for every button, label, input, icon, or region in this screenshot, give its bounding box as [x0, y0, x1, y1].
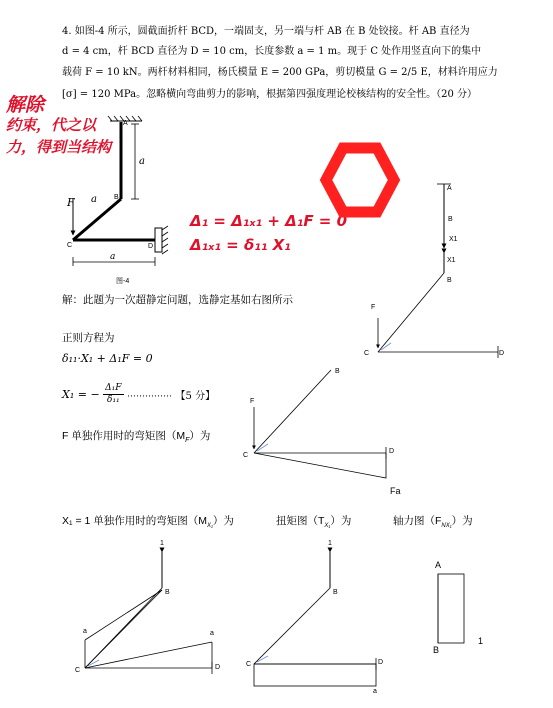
problem-line-4: [σ] = 120 MPa。忽略横向弯曲剪力的影响，根据第四强度理论校核结构的安全性。（20 分） — [62, 89, 478, 100]
axial-text: 轴力图（F — [393, 515, 442, 527]
static-base-label-A: A — [447, 185, 452, 192]
static-base-label-F: F — [371, 304, 376, 311]
fig4-label-a-diagonal: a — [91, 194, 97, 205]
x1-score: 【5 分】 — [175, 391, 216, 402]
torque-sub: X₁ — [324, 523, 331, 530]
tx1-label-B: B — [333, 589, 338, 596]
fig4-label-A: A — [123, 120, 128, 127]
fig4-label-F: F — [67, 196, 75, 209]
mx1-label-1: 1 — [160, 540, 164, 547]
torque-heading — [276, 513, 351, 529]
problem-line-3: 载荷 F = 10 kN。两杆材料相同，杨氏模量 E = 200 GPa，剪切模量 G = 2/5 E，材料许用应力 — [62, 67, 498, 78]
canonical-equation: δ₁₁·X₁ + Δ₁F = 0 — [62, 352, 153, 365]
solution-intro: 解：此题为一次超静定问题，选静定基如右图所示 — [62, 294, 293, 306]
x1-lhs: X₁ = − — [62, 388, 100, 401]
mf-label-Fa: Fa — [390, 486, 401, 496]
mf-label-C: C — [243, 452, 249, 459]
fn-axial-diagram — [438, 574, 464, 643]
x1-leader-dots: …………… — [127, 389, 173, 400]
canonical-equation-label: 正则方程为 — [62, 332, 115, 344]
mx1-label-B: B — [165, 589, 170, 596]
fn-label-1: 1 — [478, 636, 484, 646]
mf-label-B: B — [335, 368, 340, 375]
static-base-label-D: D — [499, 350, 505, 357]
x1-moment-text: X₁ = 1 单独作用时的弯矩图（M — [62, 515, 208, 527]
fig4-label-a-vertical: a — [139, 156, 145, 167]
tx1-torque-diagram — [254, 552, 376, 686]
fig4-caption: 图-4 — [116, 278, 130, 285]
f-moment-sub: F — [185, 437, 190, 445]
mf-label-F: F — [250, 398, 255, 405]
red-hexagon-mark — [326, 148, 394, 212]
axial-heading — [393, 513, 473, 529]
static-base-label-B: B — [448, 216, 453, 223]
x1-solution — [62, 383, 215, 406]
fig4-label-D: D — [148, 243, 154, 250]
handwriting-eq-2: Δ₁ₓ₁ = δ₁₁ X₁ — [190, 236, 291, 254]
figure-4 — [73, 116, 168, 266]
static-base-label-X1-lower: X1 — [447, 257, 456, 264]
tx1-label-1: 1 — [328, 540, 332, 547]
mx1-moment-diagram — [85, 552, 212, 674]
axial-sub: NX₁ — [441, 523, 452, 530]
x1-denominator: δ₁₁ — [107, 395, 120, 405]
tx1-label-D: D — [378, 659, 384, 666]
static-base-diagram — [378, 184, 498, 358]
fig4-label-B: B — [114, 194, 119, 201]
mx1-label-C: C — [75, 667, 81, 674]
problem-line-1: 4. 如图-4 所示，圆截面折杆 BCD，一端固支，另一端与杆 AB 在 B 处铰接。杆 AB 直径为 — [62, 26, 470, 37]
handwriting-left-1: 解除 — [6, 94, 45, 116]
tx1-label-a: a — [373, 688, 377, 695]
x1-moment-heading — [62, 513, 234, 529]
static-base-label-B-lower: B — [447, 277, 452, 284]
x1-numerator: Δ₁F — [105, 383, 122, 393]
mx1-label-D: D — [215, 664, 221, 671]
fig4-label-a-horizontal: a — [110, 252, 116, 262]
torque-text: 扭矩图（T — [276, 515, 325, 527]
torque-end: ）为 — [330, 515, 352, 527]
tx1-label-C: C — [246, 661, 252, 668]
x1-fraction — [103, 383, 123, 406]
f-moment-text: F 单独作用时的弯矩图（M — [62, 430, 186, 442]
f-moment-heading — [62, 428, 210, 444]
x1-moment-end: ）为 — [212, 515, 234, 527]
mx1-label-a-right: a — [210, 630, 214, 637]
fn-label-A: A — [435, 560, 442, 570]
fn-label-B: B — [433, 645, 440, 655]
static-base-label-C: C — [364, 350, 370, 357]
axial-end: ）为 — [451, 515, 473, 527]
f-moment-end: ）为 — [189, 430, 211, 442]
fig4-label-C: C — [67, 242, 73, 249]
handwriting-left-2: 约束，代之以 — [6, 116, 97, 134]
mf-label-D: D — [389, 448, 395, 455]
mx1-label-a-left: a — [83, 628, 87, 635]
x1-moment-sub: X₁ — [207, 523, 213, 530]
static-base-label-X1: X1 — [449, 236, 458, 243]
handwriting-left-3: 力，得到当结构 — [6, 138, 112, 156]
problem-line-2: d = 4 cm，杆 BCD 直径为 D = 10 cm，长度参数 a = 1 m。现于 C 处作用竖直向下的集中 — [62, 46, 482, 57]
mf-moment-diagram — [254, 370, 386, 478]
handwriting-eq-1: Δ₁ = Δ₁ₓ₁ + Δ₁F = 0 — [190, 212, 348, 230]
